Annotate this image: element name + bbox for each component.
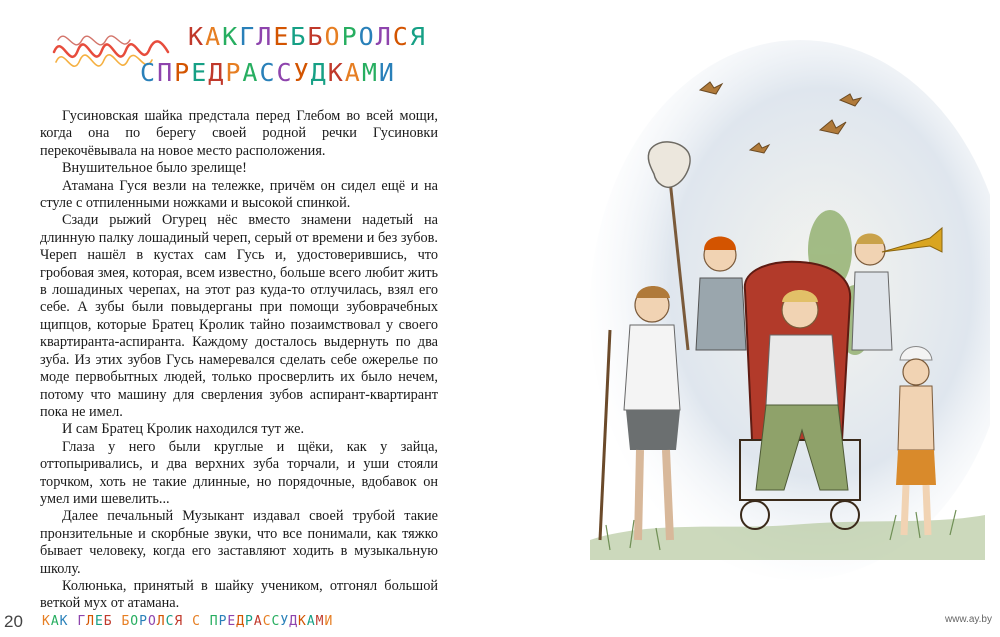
chapter-title-line-1: КАКГЛЕББОРОЛСЯ	[188, 22, 427, 51]
paragraph: Сзади рыжий Огурец нёс вместо знамени надетый на длинную палку лошадиный череп, серый от времени и без зубов. Череп нашёл в кустах сам Гусь и, удостоверившись, что гробовая змея, которая, всем известно, больше всего любит жить в лошадиных черепах, на этот раз куда-то отлучилась, взял его себе. А зубы были повыдерганы при помощи зубоврачебных щипцов, которые Братец Кролик тайно позаимствовал у своего квартиранта-аспиранта. Каждому досталось выдернуть по два зуба. Из этих зубов Гусь намеревался сделать себе ожерелье по моде первобытных людей, только просверлить их было нечем, потому что машину для сверления зубов аспирант-квартирант пока не имел.	[40, 212, 438, 420]
page-number: 20	[4, 612, 23, 631]
chapter-body-text	[40, 108, 438, 613]
right-page	[500, 0, 1000, 637]
chapter-title-line-2: СПРЕДРАССУДКАМИ	[140, 58, 396, 87]
paragraph: Далее печальный Музыкант издавал своей трубой такие пронзительные и скорбные звуки, что все понимали, как тяжко бывает человеку, когда его заставляют ходить в музыкальную школу.	[40, 508, 438, 577]
paragraph: Атамана Гуся везли на тележке, причём он сидел ещё и на стуле с отпиленными ножками и высокой спинкой.	[40, 177, 438, 212]
paragraph: Колюнька, принятый в шайку учеником, отгонял большой веткой мух от атамана.	[40, 577, 438, 612]
paragraph: Гусиновская шайка предстала перед Глебом во всей мощи, когда она по берегу своей родной речки Гусиновки перекочёвывала на новое место расположения.	[40, 108, 438, 159]
paragraph: Внушительное было зрелище!	[62, 160, 247, 177]
page-footer	[0, 610, 500, 637]
paragraph: Глаза у него были круглые и щёки, как у зайца, оттопыривались, и два верхних зуба торчали, и уши стояли торчком, хоть не такие длинные, но порядочные, вдобавок он умел ими шевелить...	[40, 438, 438, 507]
watermark: www.ay.by	[944, 614, 992, 625]
illustration-boys-gang	[570, 20, 990, 580]
paragraph: И сам Братец Кролик находился тут же.	[62, 421, 305, 438]
running-head: КАК ГЛЕБ БОРОЛСЯ С ПРЕДРАССУДКАМИ	[42, 614, 334, 629]
